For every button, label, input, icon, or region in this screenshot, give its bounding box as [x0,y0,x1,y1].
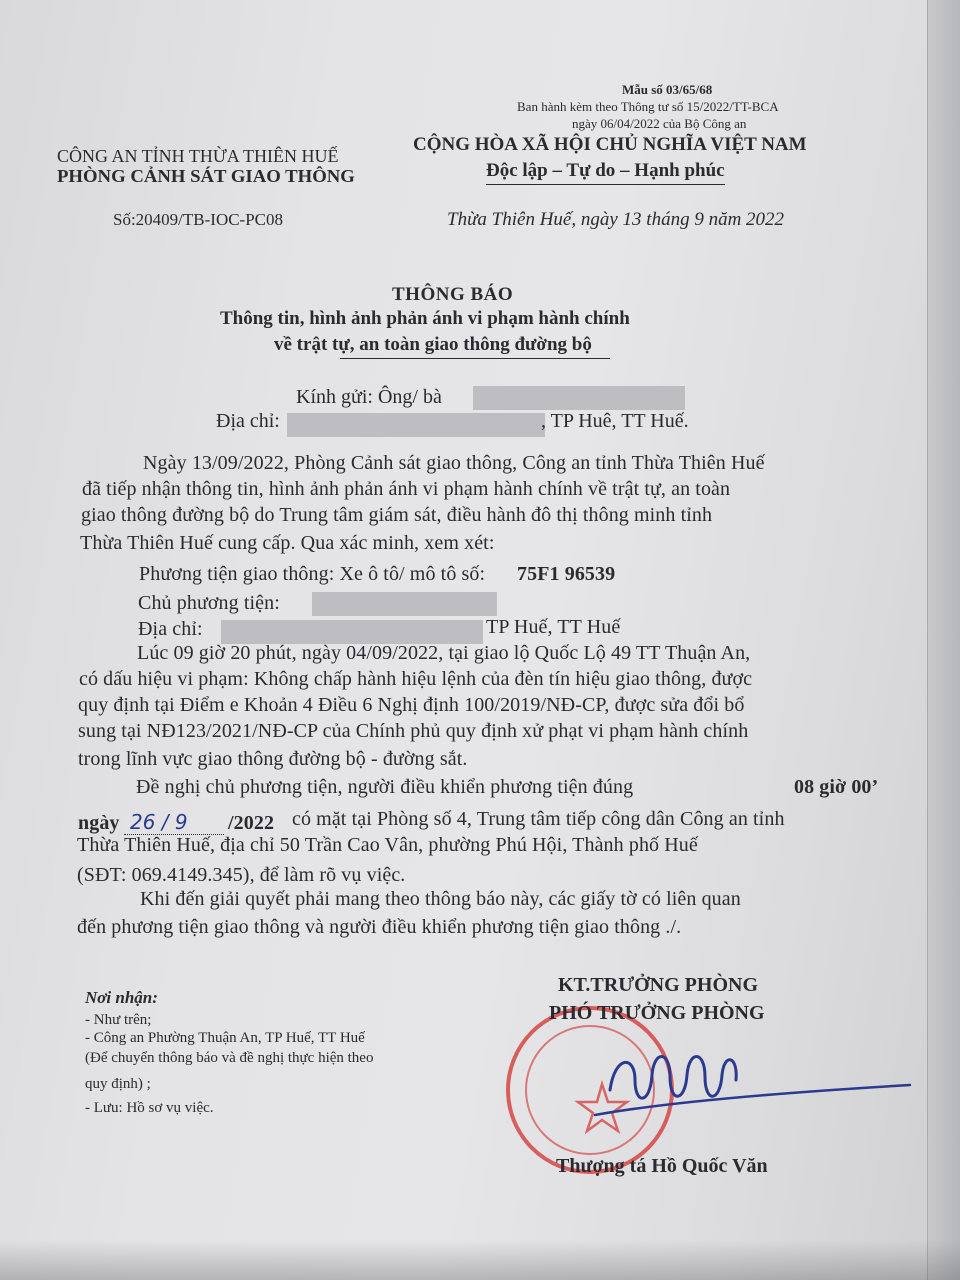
place-date: Thừa Thiên Huế, ngày 13 tháng 9 năm 2022 [447,209,785,230]
agency-line1: CÔNG AN TỈNH THỪA THIÊN HUẾ [57,146,339,166]
owner-address-suffix: TP Huế, TT Huế [486,616,621,638]
p1-line2: đã tiếp nhận thông tin, hình ảnh phản ánh vi phạm hành chính về trật tự, an toàn [82,478,731,500]
signatory-name: Thượng tá Hồ Quốc Văn [556,1155,768,1177]
recipient-greeting: Kính gửi: Ông/ bà [296,386,442,408]
p1-line4: Thừa Thiên Huế cung cấp. Qua xác minh, xem xét: [80,532,495,554]
nation-line1: CỘNG HÒA XÃ HỘI CHỦ NGHĨA VIỆT NAM [413,134,807,155]
nation-motto: Độc lập – Tự do – Hạnh phúc [486,160,725,185]
document-title: THÔNG BÁO [392,284,514,305]
appointment-time: 08 giờ 00’ [794,776,879,798]
p2-line2: có dấu hiệu vi phạm: Không chấp hành hiệu lệnh của đèn tín hiệu giao thông, được [79,668,753,690]
p4-line2: đến phương tiện giao thông và người điều khiển phương tiện giao thông ./. [77,916,682,938]
signature-title-1: KT.TRƯỞNG PHÒNG [558,974,758,996]
form-code: Mẫu số 03/65/68 [622,82,713,97]
p1-line1: Ngày 13/09/2022, Phòng Cảnh sát giao thông, Công an tỉnh Thừa Thiên Huế [143,452,765,474]
handwritten-signature [590,1035,930,1125]
form-issued-with: Ban hành kèm theo Thông tư số 15/2022/TT-BCA [517,99,779,114]
recipients-item-1: - Như trên; [85,1012,152,1028]
p2-line1: Lúc 09 giờ 20 phút, ngày 04/09/2022, tại giao lộ Quốc Lộ 49 TT Thuận An, [137,642,751,664]
vehicle-label: Phương tiện giao thông: Xe ô tô/ mô tô số: [139,563,486,585]
redacted-recipient-name [473,386,685,410]
p4-line1: Khi đến giải quyết phải mang theo thông báo này, các giấy tờ có liên quan [140,888,741,910]
paper-edge [927,0,960,1280]
p2-line4: sung tại NĐ123/2021/NĐ-CP của Chính phủ quy định xử phạt vi phạm hành chính [78,720,749,742]
p2-line3: quy định tại Điểm e Khoản 4 Điều 6 Nghị định 100/2019/NĐ-CP, được sửa đổi bổ [78,694,745,716]
document-subtitle-2: về trật tự, an toàn giao thông đường bộ [274,334,592,355]
handwritten-date: 26 / 9 [130,810,188,834]
owner-label: Chủ phương tiện: [138,592,280,614]
p3-line2: có mặt tại Phòng số 4, Trung tâm tiếp công dân Công an tỉnh [292,808,785,830]
p1-line3: giao thông đường bộ do Trung tâm giám sát, điều hành đô thị thông minh tỉnh [81,504,713,526]
appointment-year: /2022 [228,812,275,834]
recipients-item-2: - Công an Phường Thuận An, TP Huế, TT Huế [85,1030,365,1046]
recipients-label: Nơi nhận: [85,988,158,1007]
agency-line2: PHÒNG CẢNH SÁT GIAO THÔNG [57,166,355,186]
recipient-address-suffix: , TP Huê, TT Huế. [541,410,689,432]
vehicle-plate: 75F1 96539 [517,563,616,585]
document-subtitle-1: Thông tin, hình ảnh phản ánh vi phạm hành chính [220,308,630,329]
recipients-item-3: (Để chuyển thông báo và đề nghị thực hiện theo [85,1050,374,1066]
title-underline [340,358,610,359]
redacted-owner-address [221,620,483,644]
p2-line5: trong lĩnh vực giao thông đường bộ - đường sắt. [78,748,468,770]
redacted-owner-name [312,592,497,616]
bottom-shadow [0,1240,960,1280]
recipients-item-5: - Lưu: Hồ sơ vụ việc. [85,1100,214,1116]
redacted-recipient-address [287,413,545,437]
owner-address-label: Địa chỉ: [138,618,203,640]
p3-line4: (SĐT: 069.4149.345), để làm rõ vụ việc. [77,864,406,886]
signature-title-2: PHÓ TRƯỞNG PHÒNG [549,1002,765,1024]
recipient-address-label: Địa chỉ: [216,410,280,432]
document-number: Số:20409/TB-IOC-PC08 [113,210,284,229]
recipients-item-4: quy định) ; [85,1076,151,1092]
p3-line1: Đề nghị chủ phương tiện, người điều khiển phương tiện đúng [136,776,634,798]
appointment-day-label: ngày [78,812,120,834]
form-issued-date: ngày 06/04/2022 của Bộ Công an [572,116,747,131]
p3-line3: Thừa Thiên Huế, địa chỉ 50 Trần Cao Vân, phường Phú Hội, Thành phố Huế [77,834,698,856]
